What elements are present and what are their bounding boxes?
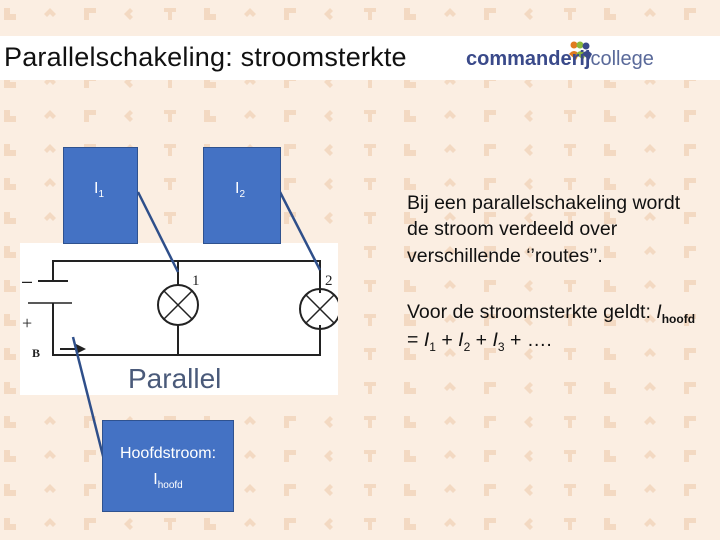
logo-word-1: commanderij <box>466 48 591 70</box>
pattern-glyph <box>404 144 416 156</box>
callout-hoofd-label <box>103 471 233 491</box>
formula-tail: + …. <box>504 329 552 352</box>
pattern-glyph <box>484 416 496 428</box>
pattern-glyph <box>524 518 533 530</box>
pattern-glyph <box>204 110 216 122</box>
minus-label: – <box>22 271 33 291</box>
pattern-glyph <box>284 484 296 496</box>
pattern-glyph <box>604 416 616 428</box>
pattern-glyph <box>644 144 656 153</box>
pattern-glyph <box>484 144 496 156</box>
pattern-glyph <box>4 416 16 428</box>
pattern-glyph <box>484 518 496 530</box>
pattern-glyph <box>364 518 376 530</box>
pattern-glyph <box>524 178 533 190</box>
bottom-wire <box>53 303 320 355</box>
pattern-glyph <box>84 8 96 20</box>
pattern-glyph <box>244 484 256 493</box>
formula-sub2: 2 <box>463 339 471 354</box>
formula-i2: I <box>458 329 464 352</box>
pattern-glyph <box>404 518 416 530</box>
pattern-glyph <box>364 382 376 394</box>
pattern-glyph <box>404 416 416 428</box>
pattern-glyph <box>44 484 56 493</box>
pattern-glyph <box>284 110 296 122</box>
pattern-glyph <box>564 178 576 190</box>
pattern-glyph <box>644 518 656 527</box>
pattern-glyph <box>604 450 616 462</box>
pattern-glyph <box>404 382 416 394</box>
pattern-glyph <box>444 518 456 527</box>
pattern-glyph <box>44 518 56 527</box>
pattern-glyph <box>4 518 16 530</box>
pattern-glyph <box>484 382 496 394</box>
formula-i1: I <box>423 329 430 352</box>
pattern-glyph <box>4 246 16 258</box>
pattern-glyph <box>124 8 133 20</box>
pattern-glyph <box>564 450 576 462</box>
pattern-glyph <box>364 484 376 496</box>
top-wire <box>53 261 320 293</box>
formula-sub3: 3 <box>497 339 505 354</box>
pattern-glyph <box>244 110 256 119</box>
pattern-glyph <box>204 8 216 20</box>
pattern-glyph <box>124 518 133 530</box>
pattern-glyph <box>644 110 656 119</box>
pattern-glyph <box>604 484 616 496</box>
pattern-glyph <box>244 518 256 527</box>
pattern-glyph <box>684 450 696 462</box>
pattern-glyph <box>44 8 56 17</box>
pattern-glyph <box>684 178 696 190</box>
pattern-glyph <box>364 348 376 360</box>
formula-equals: = <box>407 329 424 352</box>
pattern-glyph <box>4 348 16 360</box>
pattern-glyph <box>164 518 176 530</box>
pattern-glyph <box>684 8 696 20</box>
pattern-glyph <box>404 484 416 496</box>
callout-i2-symbol: I <box>235 180 240 197</box>
pattern-glyph <box>684 416 696 428</box>
pattern-glyph <box>204 518 216 530</box>
pattern-glyph <box>484 178 496 190</box>
callout-i2 <box>203 147 281 244</box>
pattern-glyph <box>44 450 56 459</box>
pattern-glyph <box>644 416 656 425</box>
pattern-glyph <box>404 110 416 122</box>
callout-hoofd-symbol: I <box>153 471 158 488</box>
pattern-glyph <box>324 484 333 496</box>
pattern-glyph <box>604 8 616 20</box>
pattern-glyph <box>164 8 176 20</box>
pattern-glyph <box>84 484 96 496</box>
callout-i1 <box>63 147 138 244</box>
pattern-glyph <box>524 8 533 20</box>
pattern-glyph <box>364 212 376 224</box>
pattern-glyph <box>364 416 376 428</box>
pattern-glyph <box>4 178 16 190</box>
paragraph-2-prefix: Voor de stroomsterkte geldt: <box>407 300 657 323</box>
pattern-glyph <box>44 110 56 119</box>
pattern-glyph <box>524 382 533 394</box>
school-logo <box>466 40 666 76</box>
pattern-glyph <box>284 450 296 462</box>
pattern-glyph <box>644 484 656 493</box>
pattern-glyph <box>84 518 96 530</box>
pattern-glyph <box>604 110 616 122</box>
callout-hoofd-title: Hoofdstroom: <box>119 445 217 462</box>
pattern-glyph <box>364 178 376 190</box>
pattern-glyph <box>364 450 376 462</box>
pattern-glyph <box>644 8 656 17</box>
pattern-glyph <box>84 110 96 122</box>
pattern-glyph <box>524 450 533 462</box>
pattern-glyph <box>604 382 616 394</box>
pattern-glyph <box>324 144 333 156</box>
pattern-glyph <box>444 144 456 153</box>
pattern-glyph <box>564 144 576 156</box>
pattern-glyph <box>484 110 496 122</box>
pattern-glyph <box>604 518 616 530</box>
pattern-glyph <box>604 178 616 190</box>
pattern-glyph <box>4 144 16 156</box>
pattern-glyph <box>44 144 56 153</box>
pattern-glyph <box>364 8 376 20</box>
pattern-glyph <box>564 382 576 394</box>
circuit-caption: Parallel <box>128 363 222 394</box>
pattern-glyph <box>284 178 296 190</box>
pattern-glyph <box>364 280 376 292</box>
pattern-glyph <box>244 450 256 459</box>
paragraph-2 <box>407 299 707 355</box>
pattern-glyph <box>4 314 16 326</box>
pattern-glyph <box>444 450 456 459</box>
pattern-glyph <box>524 144 533 156</box>
pattern-glyph <box>644 382 656 391</box>
pattern-glyph <box>604 144 616 156</box>
pattern-glyph <box>484 484 496 496</box>
pattern-glyph <box>364 110 376 122</box>
pattern-glyph <box>484 8 496 20</box>
formula-plus-2: + <box>470 329 493 352</box>
current-arrowhead <box>76 344 86 354</box>
pattern-glyph <box>4 280 16 292</box>
pattern-glyph <box>4 450 16 462</box>
pattern-glyph <box>364 314 376 326</box>
explanation-text <box>407 190 707 355</box>
pattern-glyph <box>324 518 333 530</box>
pattern-glyph <box>284 144 296 156</box>
callout-i2-sub: 2 <box>239 189 246 201</box>
pattern-glyph <box>284 518 296 530</box>
pattern-glyph <box>324 8 333 20</box>
pattern-glyph <box>564 416 576 428</box>
b-label: B <box>32 346 41 360</box>
logo-word-2: college <box>590 48 654 70</box>
slide-title: Parallelschakeling: stroomsterkte <box>4 42 407 72</box>
logo-wordmark <box>466 48 654 71</box>
pattern-glyph <box>444 8 456 17</box>
pattern-glyph <box>644 450 656 459</box>
pattern-glyph <box>4 8 16 20</box>
callout-i1-label <box>94 180 104 200</box>
pattern-glyph <box>4 382 16 394</box>
pattern-glyph <box>324 178 333 190</box>
pattern-glyph <box>444 178 456 187</box>
pattern-glyph <box>444 110 456 119</box>
pattern-glyph <box>444 484 456 493</box>
pattern-glyph <box>684 144 696 156</box>
pattern-glyph <box>84 450 96 462</box>
pattern-glyph <box>324 450 333 462</box>
pattern-glyph <box>684 518 696 530</box>
pattern-glyph <box>404 450 416 462</box>
callout-i2-label <box>235 180 245 200</box>
paragraph-1: Bij een parallelschakeling wordt de stroom verdeeld over verschillende ‘’routes’’. <box>407 192 681 267</box>
pattern-glyph <box>524 484 533 496</box>
formula-sub-hoofd: hoofd <box>661 311 696 326</box>
circuit-schematic <box>20 243 338 395</box>
pattern-glyph <box>284 416 296 428</box>
pattern-glyph <box>524 110 533 122</box>
pattern-glyph <box>564 484 576 496</box>
pattern-glyph <box>564 110 576 122</box>
pattern-glyph <box>564 8 576 20</box>
pattern-glyph <box>4 484 16 496</box>
plus-label: + <box>22 313 33 333</box>
pattern-glyph <box>284 212 296 224</box>
pattern-glyph <box>324 110 333 122</box>
pattern-glyph <box>324 416 333 428</box>
callout-hoofdstroom <box>102 420 234 512</box>
pattern-glyph <box>644 178 656 187</box>
pattern-glyph <box>444 382 456 391</box>
callout-hoofd-sub: hoofd <box>157 480 183 492</box>
pattern-glyph <box>284 8 296 20</box>
pattern-glyph <box>404 8 416 20</box>
pattern-glyph <box>524 416 533 428</box>
pattern-glyph <box>364 144 376 156</box>
formula-i3: I <box>492 329 498 352</box>
pattern-glyph <box>164 110 176 122</box>
pattern-glyph <box>364 246 376 258</box>
pattern-glyph <box>4 110 16 122</box>
pattern-glyph <box>44 212 56 221</box>
pattern-glyph <box>164 212 176 224</box>
pattern-glyph <box>84 416 96 428</box>
pattern-glyph <box>564 518 576 530</box>
pattern-glyph <box>444 416 456 425</box>
pattern-glyph <box>44 178 56 187</box>
pattern-glyph <box>44 416 56 425</box>
pattern-glyph <box>4 212 16 224</box>
pattern-glyph <box>164 178 176 190</box>
pattern-glyph <box>684 484 696 496</box>
callout-i1-symbol: I <box>94 180 99 197</box>
formula-sub1: 1 <box>429 339 436 354</box>
pattern-glyph <box>684 110 696 122</box>
formula-plus-1: + <box>435 329 459 352</box>
lamp1-label: 1 <box>192 273 200 289</box>
circuit-diagram <box>20 243 338 395</box>
pattern-glyph <box>684 382 696 394</box>
formula-i-hoofd: I <box>656 300 662 323</box>
pattern-glyph <box>404 178 416 190</box>
callout-i1-sub: 1 <box>98 189 105 201</box>
lamp2-label: 2 <box>325 273 333 289</box>
pattern-glyph <box>124 110 133 122</box>
pattern-glyph <box>484 450 496 462</box>
pattern-glyph <box>244 416 256 425</box>
pattern-glyph <box>324 212 333 224</box>
pattern-glyph <box>164 144 176 156</box>
pattern-glyph <box>244 8 256 17</box>
